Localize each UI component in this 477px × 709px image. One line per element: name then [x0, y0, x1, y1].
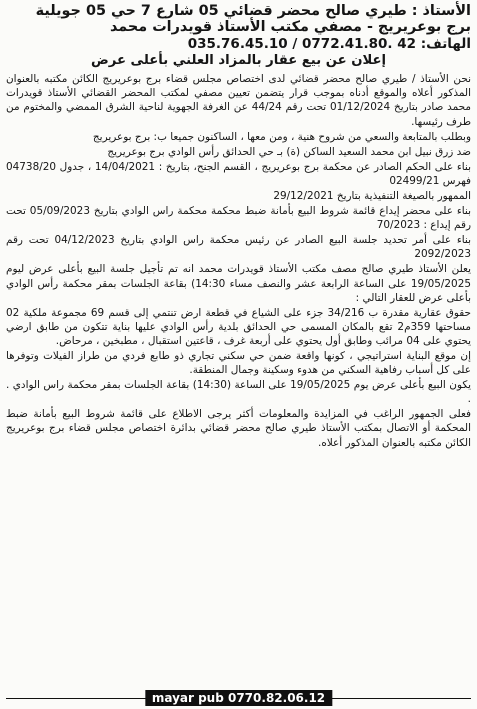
body-paragraph: وبطلب بالمتابعة والسعي من شروح هنية ، ومن معها ، الساكنون جميعا ب: برج بوعريريج [92, 130, 471, 143]
body-paragraph: حقوق عقارية مقدرة ب 34/216 جزء على الشياع في قطعة ارض تنتمي إلى قسم 69 مجموعة ملكية 02 مساحتها 359م2 تقع بالمكان المسمى حي الحدائق بلدية رأس الوادي عليها بناية تتكون من طابق ارضي يحتوي على 04 مرائب وطابق أول يحتوي على أربعة غرف ، قاعتين استقبال ، مطبخين ، مرحاض. [6, 306, 471, 347]
body-paragraph: يعلن الأستاذ طيري صالح مصف مكتب الأستاذ قويدرات محمد انه تم تأجيل جلسة البيع بأعلى عرض ليوم 19/05/2025 على الساعة الرابعة عشر والنصف مساء 14:30) بقاعة الجلسات بمقر محكمة رأس الوادي بأعلى عرض للعقار التالي : [6, 263, 471, 304]
publisher-footer [0, 690, 477, 706]
publisher-tag: mayar pub 0770.82.06.12 [145, 690, 332, 706]
bailiff-name-address: الأستاذ : طيري صالح محضر قضائي 05 شارع 7 حي 05 جويلية [35, 3, 471, 19]
bailiff-office-line: برج بوعريريج - مصفي مكتب الأستاذ قويدرات محمد [109, 19, 471, 36]
phone-numbers: الهاتف: 42 .0772.41.80 / 035.76.45.10 [187, 35, 471, 52]
body-paragraph: يكون البيع بأعلى عرض يوم 19/05/2025 على الساعة (14:30) بقاعة الجلسات بمقر محكمة راس الوادي . . [6, 379, 471, 406]
body-paragraph: ضد زرق نبيل ابن محمد السعيد الساكن (ة) بـ حي الحدائق رأس الوادي برج بوعريريج [107, 145, 471, 158]
body-paragraph: بناء على أمر تحديد جلسة البيع الصادر عن رئيس محكمة راس الوادي بتاريخ 04/12/2023 تحت رقم 2092/2023 [6, 234, 471, 261]
body-paragraph: الممهور بالصيغة التنفيذية بتاريخ 29/12/2021 [273, 189, 471, 202]
announcement-title: إعلان عن بيع عقار بالمزاد العلني بأعلى عرض [91, 53, 386, 69]
body-paragraph: فعلى الجمهور الراغب في المزايدة والمعلومات أكثر يرجى الاطلاع على قائمة شروط البيع بأمانة ضبط المحكمة أو الاتصال بمكتب الأستاذ طيري صالح محضر قضائي بدائرة اختصاص مجلس قضاء برج بوعريريج الكائن مكتبه بالعنوان المذكور أعلاه. [6, 408, 471, 449]
body-paragraph: بناء على الحكم الصادر عن محكمة برج بوعريريج ، القسم الجنح، بتاريخ : 14/04/2021 ، جدول 04738/20 فهرس 02499/21 [6, 160, 471, 187]
notice-body [6, 72, 471, 449]
body-paragraph: نحن الأستاذ / طيري صالح محضر قضائي لدى اختصاص مجلس قضاء برج بوعريريج الكائن مكتبه بالعنوان المذكور أعلاه والموقع أدناه بموجب قرار يتضمن تعيين مصفي لمكتب المحضر القضائي الأستاذ قويدرات محمد صادر بتاريخ 01/12/2024 تحت رقم 44/24 عن الغرفة الجهوية لناحية الشرق الممضي والمختوم من طرف رئيسها. [6, 73, 472, 128]
body-paragraph: إن موقع البناية استراتيجي ، كونها واقعة ضمن حي سكني تجاري ذو طابع فردي من طراز الفيلات وتوفرها على كل أسباب رفاهية السكني من هدوء وسكينة وجمال المنطقة. [6, 350, 471, 377]
body-paragraph: بناء على محضر إيداع قائمة شروط البيع بأمانة ضبط محكمة محكمة راس الوادي بتاريخ 05/09/2023 تحت رقم إيداع : 70/2023 [6, 205, 471, 232]
notice-header [6, 3, 471, 52]
